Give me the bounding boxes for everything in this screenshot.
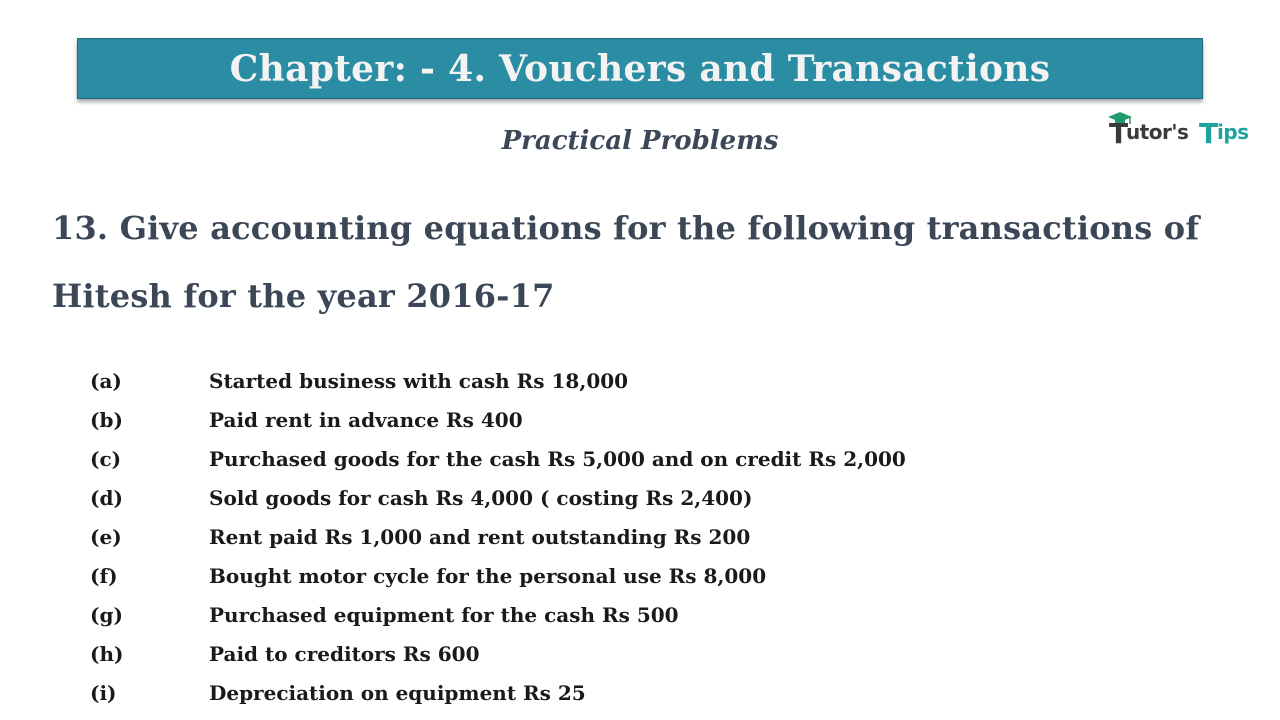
item-label: (a) — [90, 369, 122, 394]
list-item — [90, 595, 1190, 634]
list-item — [90, 479, 1190, 518]
list-item — [90, 556, 1190, 595]
list-item — [90, 673, 1190, 712]
item-label: (b) — [90, 408, 123, 433]
tutors-tips-logo — [1106, 110, 1256, 152]
item-label: (g) — [90, 602, 123, 627]
svg-text:T: T — [1109, 117, 1129, 150]
item-text: Sold goods for cash Rs 4,000 ( costing Rs 2,400) — [209, 486, 753, 511]
list-item — [90, 518, 1190, 557]
list-item — [90, 440, 1190, 479]
item-text: Bought motor cycle for the personal use Rs 8,000 — [209, 563, 767, 588]
list-item — [90, 634, 1190, 673]
item-text: Paid rent in advance Rs 400 — [209, 408, 523, 433]
chapter-banner — [77, 38, 1203, 99]
item-label: (f) — [90, 563, 118, 588]
item-label: (i) — [90, 680, 117, 705]
list-item — [90, 362, 1190, 401]
item-text: Purchased equipment for the cash Rs 500 — [209, 602, 679, 627]
question-text: 13. Give accounting equations for the following transactions of Hitesh for the year 2016-17 — [52, 209, 1200, 315]
item-label: (d) — [90, 486, 123, 511]
logo-wordmark-tips: ips — [1217, 120, 1249, 144]
item-label: (c) — [90, 447, 122, 472]
item-text: Started business with cash Rs 18,000 — [209, 369, 629, 394]
list-item — [90, 401, 1190, 440]
item-text: Paid to creditors Rs 600 — [209, 641, 480, 666]
transaction-list — [90, 362, 1190, 712]
item-text: Depreciation on equipment Rs 25 — [209, 680, 586, 705]
svg-text:T: T — [1199, 117, 1219, 150]
item-label: (h) — [90, 641, 124, 666]
item-label: (e) — [90, 525, 122, 549]
item-text: Purchased goods for the cash Rs 5,000 and on credit Rs 2,000 — [209, 447, 906, 472]
item-text: Rent paid Rs 1,000 and rent outstanding Rs 200 — [209, 525, 751, 549]
page-subtitle: Practical Problems — [501, 126, 779, 156]
chapter-title: Chapter: - 4. Vouchers and Transactions — [229, 47, 1051, 90]
logo-wordmark: utor's — [1126, 120, 1189, 144]
